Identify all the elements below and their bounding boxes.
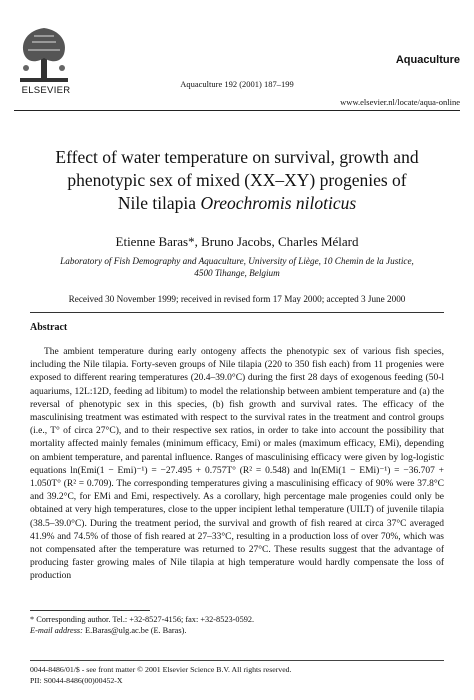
author-list: Etienne Baras*, Bruno Jacobs, Charles Mélard: [115, 234, 359, 249]
footnote-contact: * Corresponding author. Tel.: +32-8527-4156; fax: +32-8523-0592.: [30, 615, 255, 624]
species-name: Oreochromis niloticus: [200, 193, 357, 213]
pii-line: PII: S0044-8486(00)00452-X: [30, 676, 123, 685]
elsevier-tree-logo-icon: [14, 22, 74, 84]
footnote-email: [30, 625, 444, 636]
footnote-divider: [30, 610, 150, 611]
header-divider: [14, 110, 460, 111]
journal-url-link[interactable]: www.elsevier.nl/locate/aqua-online: [340, 97, 460, 107]
page-header: [0, 0, 474, 112]
copyright-line: 0044-8486/01/$ - see front matter © 2001 Elsevier Science B.V. All rights reserved.: [30, 665, 292, 674]
copyright-block: [30, 664, 292, 686]
title-plain: Nile tilapia: [117, 193, 201, 213]
article-title: [30, 146, 444, 215]
title-line-3: [30, 192, 444, 215]
journal-brand: Aquaculture: [395, 54, 460, 66]
publisher-name: ELSEVIER: [21, 85, 71, 96]
email-value[interactable]: E.Baras@ulg.ac.be (E. Baras).: [82, 626, 187, 635]
email-label: E-mail address:: [30, 626, 83, 635]
affiliation: Laboratory of Fish Demography and Aquaculture, University of Liège, 10 Chemin de la Justice, 4500 Tihange, Belgium: [60, 256, 414, 278]
publication-dates: Received 30 November 1999; received in revised form 17 May 2000; accepted 3 June 2000: [68, 294, 406, 304]
bottom-divider: [30, 660, 444, 661]
journal-reference: Aquaculture 192 (2001) 187–199: [180, 79, 294, 89]
title-line-1: Effect of water temperature on survival, growth and: [55, 147, 419, 167]
title-line-2: phenotypic sex of mixed (XX–XY) progenies of: [67, 170, 407, 190]
abstract-text: The ambient temperature during early ontogeny affects the phenotypic sex of various fish species, including the Nile tilapia. Forty-seven groups of Nile tilapia (220 to 350 fish each) from 11 progenies were exposed to different rearing temperatures (20.4–39.0°C) during the first 28 days of exogenous feeding (50-l aquariums, 12L:12D, feeding ad libitum) to model the relationship between ambient temperature and (a) the reversal of phenotypic sex in this species, (b) fish growth and survival rates. The efficacy of the masculinising treatment was estimated with respect to the survival rates in the treatment and control groups (i.e., T° of circa 27°C), and to their respective sex ratios, in order to take into account the possibility that mortality affected mainly females (minimum efficacy, Emi) or males (maximum efficacy, EMi), depending on ambient temperature, and parental influence. Ranges of masculinising efficacy were given by log-logistic equations ln(Emi(1 − Emi)⁻¹) = −27.495 + 0.757T° (R² = 0.548) and ln(EMi(1 − EMi)⁻¹) = −36.707 + 1.050T° (R² = 0.709). The corresponding temperatures giving a masculinising efficacy of 90% were 37.8°C and 39.2°C, for EMi and Emi, respectively. As a corollary, high percentage male progenies could only be obtained at very high temperatures, close to the upper incipient lethal temperature (UILT) of juvenile tilapia (38.5–39.0°C). During the treatment period, the survival and growth of fish reared at circa 37°C averaged 41.9% and 74.5% of those of fish reared at 27–33°C, resulting in a production loss of over 70%, which was not compensated after the temperature was returned to 27°C. These results suggest that the advantage of producing faster growing males of Nile tilapia at high temperature would hardly compensate the loss of production: [30, 347, 444, 582]
abstract-heading: Abstract: [30, 322, 68, 333]
title-divider: [30, 312, 444, 313]
corresponding-author-footnote: [30, 614, 444, 636]
